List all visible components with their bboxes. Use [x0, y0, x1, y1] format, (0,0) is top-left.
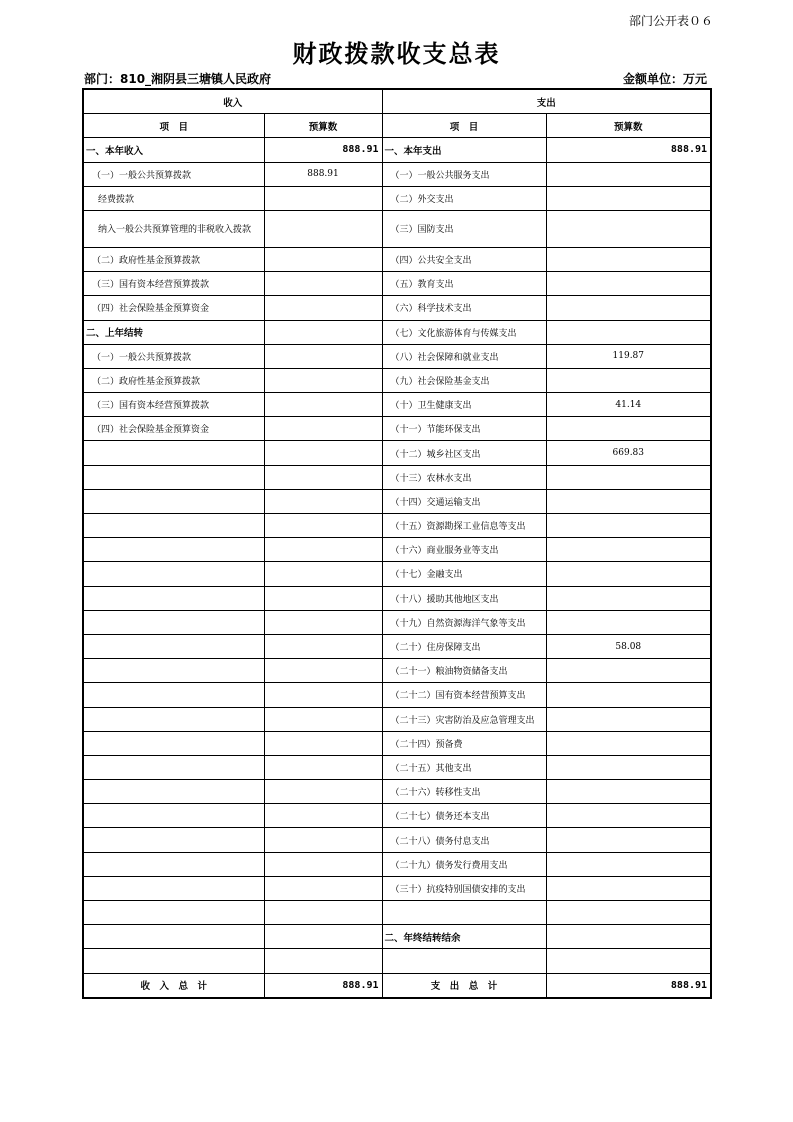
expense-item: （二十一）粮油物资储备支出 [382, 659, 546, 683]
expense-item: 二、年终结转结余 [382, 925, 546, 949]
table-row [83, 731, 711, 755]
income-budget [264, 368, 382, 392]
expense-total-value: 888.91 [546, 973, 711, 998]
table-row [83, 804, 711, 828]
table-row [83, 368, 711, 392]
table-row [83, 514, 711, 538]
income-item [83, 441, 264, 465]
expense-item: （十四）交通运输支出 [382, 489, 546, 513]
expense-budget [546, 186, 711, 210]
expense-budget [546, 852, 711, 876]
expense-budget: 119.87 [546, 344, 711, 368]
income-budget [264, 634, 382, 658]
expense-budget [546, 162, 711, 186]
income-item [83, 731, 264, 755]
income-item [83, 586, 264, 610]
expense-item [382, 901, 546, 925]
income-total-value: 888.91 [264, 973, 382, 998]
income-item [83, 925, 264, 949]
income-item: 一、本年收入 [83, 138, 264, 162]
page-label: 部门公开表０６ [628, 14, 713, 28]
income-budget [264, 586, 382, 610]
expense-item: （八）社会保障和就业支出 [382, 344, 546, 368]
income-budget [264, 707, 382, 731]
income-item [83, 562, 264, 586]
income-item [83, 659, 264, 683]
income-budget [264, 320, 382, 344]
income-item [83, 707, 264, 731]
income-item [83, 876, 264, 900]
expense-budget: 58.08 [546, 634, 711, 658]
table-row [83, 186, 711, 210]
income-item [83, 634, 264, 658]
expense-item: （六）科学技术支出 [382, 296, 546, 320]
income-budget [264, 393, 382, 417]
expense-item: （二）外交支出 [382, 186, 546, 210]
income-item: 纳入一般公共预算管理的非税收入拨款 [83, 210, 264, 247]
table-row [83, 828, 711, 852]
expense-budget: 888.91 [546, 138, 711, 162]
income-budget [264, 949, 382, 973]
table-row [83, 901, 711, 925]
table-row [83, 780, 711, 804]
expense-item: （十二）城乡社区支出 [382, 441, 546, 465]
income-item [83, 465, 264, 489]
income-budget [264, 489, 382, 513]
expense-item: （十六）商业服务业等支出 [382, 538, 546, 562]
expense-budget [546, 489, 711, 513]
expense-total-label: 支 出 总 计 [382, 973, 546, 998]
income-budget-header: 预算数 [264, 114, 382, 138]
income-item [83, 901, 264, 925]
expense-item: （十三）农林水支出 [382, 465, 546, 489]
income-budget: 888.91 [264, 138, 382, 162]
table-row [83, 852, 711, 876]
expense-budget [546, 368, 711, 392]
income-item [83, 610, 264, 634]
income-item: 二、上年结转 [83, 320, 264, 344]
income-item: （一）一般公共预算拨款 [83, 344, 264, 368]
income-budget [264, 804, 382, 828]
income-budget [264, 731, 382, 755]
income-item [83, 804, 264, 828]
income-item: （四）社会保险基金预算资金 [83, 417, 264, 441]
table-row [83, 562, 711, 586]
expense-item: （五）教育支出 [382, 272, 546, 296]
expense-budget [546, 247, 711, 271]
income-budget [264, 272, 382, 296]
expense-budget [546, 731, 711, 755]
expense-budget [546, 562, 711, 586]
table-row [83, 949, 711, 973]
income-item: （二）政府性基金预算拨款 [83, 247, 264, 271]
table-row [83, 610, 711, 634]
table-row [83, 210, 711, 247]
budget-table [82, 88, 712, 999]
table-row [83, 538, 711, 562]
expense-budget-header: 预算数 [546, 114, 711, 138]
expense-budget: 669.83 [546, 441, 711, 465]
table-row [83, 296, 711, 320]
expense-budget [546, 828, 711, 852]
income-header: 收入 [83, 89, 382, 114]
table-row [83, 417, 711, 441]
expense-item-header: 项 目 [382, 114, 546, 138]
table-row [83, 138, 711, 162]
income-budget [264, 925, 382, 949]
table-row [83, 707, 711, 731]
income-item [83, 780, 264, 804]
table-row [83, 393, 711, 417]
expense-item: （九）社会保险基金支出 [382, 368, 546, 392]
income-item [83, 489, 264, 513]
expense-item: （三十）抗疫特别国债安排的支出 [382, 876, 546, 900]
income-item [83, 514, 264, 538]
table-row [83, 344, 711, 368]
expense-budget [546, 514, 711, 538]
expense-budget [546, 780, 711, 804]
expense-item: （四）公共安全支出 [382, 247, 546, 271]
expense-item: （十）卫生健康支出 [382, 393, 546, 417]
income-budget [264, 780, 382, 804]
table-row [83, 659, 711, 683]
table-row [83, 441, 711, 465]
expense-item: （二十八）债务付息支出 [382, 828, 546, 852]
income-item [83, 683, 264, 707]
income-item: （三）国有资本经营预算拨款 [83, 393, 264, 417]
expense-budget [546, 465, 711, 489]
income-item [83, 949, 264, 973]
income-budget [264, 901, 382, 925]
income-budget [264, 538, 382, 562]
expense-budget [546, 683, 711, 707]
table-row [83, 272, 711, 296]
income-item: （二）政府性基金预算拨款 [83, 368, 264, 392]
income-item [83, 755, 264, 779]
table-body [83, 138, 711, 973]
expense-budget [546, 272, 711, 296]
expense-item: （十九）自然资源海洋气象等支出 [382, 610, 546, 634]
expense-header: 支出 [382, 89, 711, 114]
income-item: 经费拨款 [83, 186, 264, 210]
expense-budget [546, 755, 711, 779]
table-row [83, 320, 711, 344]
income-item [83, 538, 264, 562]
table-row [83, 586, 711, 610]
expense-item: （二十九）债务发行费用支出 [382, 852, 546, 876]
income-item [83, 828, 264, 852]
expense-item: （七）文化旅游体育与传媒支出 [382, 320, 546, 344]
expense-item [382, 949, 546, 973]
expense-item: （二十六）转移性支出 [382, 780, 546, 804]
table-row [83, 162, 711, 186]
income-budget [264, 465, 382, 489]
income-budget [264, 876, 382, 900]
expense-item: （十五）资源勘探工业信息等支出 [382, 514, 546, 538]
income-total-label: 收 入 总 计 [83, 973, 264, 998]
expense-budget [546, 901, 711, 925]
expense-budget [546, 949, 711, 973]
income-item-header: 项 目 [83, 114, 264, 138]
expense-item: （二十三）灾害防治及应急管理支出 [382, 707, 546, 731]
expense-budget [546, 659, 711, 683]
expense-budget: 41.14 [546, 393, 711, 417]
expense-item: （十一）节能环保支出 [382, 417, 546, 441]
table-row [83, 465, 711, 489]
income-budget [264, 186, 382, 210]
income-budget [264, 441, 382, 465]
expense-item: （十七）金融支出 [382, 562, 546, 586]
expense-item: （三）国防支出 [382, 210, 546, 247]
expense-budget [546, 586, 711, 610]
expense-budget [546, 925, 711, 949]
expense-budget [546, 538, 711, 562]
income-budget [264, 828, 382, 852]
income-budget [264, 296, 382, 320]
income-budget [264, 683, 382, 707]
expense-budget [546, 320, 711, 344]
table-row [83, 925, 711, 949]
expense-item: （二十）住房保障支出 [382, 634, 546, 658]
page-title: 财政拨款收支总表 [292, 39, 501, 68]
expense-budget [546, 707, 711, 731]
income-budget [264, 610, 382, 634]
expense-budget [546, 876, 711, 900]
expense-item: （二十五）其他支出 [382, 755, 546, 779]
income-item: （三）国有资本经营预算拨款 [83, 272, 264, 296]
expense-item: （十八）援助其他地区支出 [382, 586, 546, 610]
expense-item: （一）一般公共服务支出 [382, 162, 546, 186]
expense-budget [546, 296, 711, 320]
expense-budget [546, 610, 711, 634]
income-item [83, 852, 264, 876]
income-budget [264, 562, 382, 586]
income-budget [264, 247, 382, 271]
expense-budget [546, 804, 711, 828]
income-budget [264, 659, 382, 683]
income-budget [264, 852, 382, 876]
income-budget [264, 755, 382, 779]
expense-item: （二十二）国有资本经营预算支出 [382, 683, 546, 707]
income-budget [264, 344, 382, 368]
table-row [83, 755, 711, 779]
income-budget [264, 514, 382, 538]
table-row [83, 634, 711, 658]
table-row [83, 247, 711, 271]
expense-budget [546, 210, 711, 247]
expense-item: （二十七）债务还本支出 [382, 804, 546, 828]
table-row [83, 683, 711, 707]
table-row [83, 876, 711, 900]
expense-budget [546, 417, 711, 441]
expense-item: （二十四）预备费 [382, 731, 546, 755]
department-label: 部门：810_湘阴县三塘镇人民政府 [84, 72, 272, 86]
income-item: （四）社会保险基金预算资金 [83, 296, 264, 320]
table-row [83, 489, 711, 513]
income-budget [264, 210, 382, 247]
unit-label: 金额单位：万元 [622, 72, 707, 86]
expense-item: 一、本年支出 [382, 138, 546, 162]
income-budget [264, 417, 382, 441]
income-budget: 888.91 [264, 162, 382, 186]
income-item: （一）一般公共预算拨款 [83, 162, 264, 186]
